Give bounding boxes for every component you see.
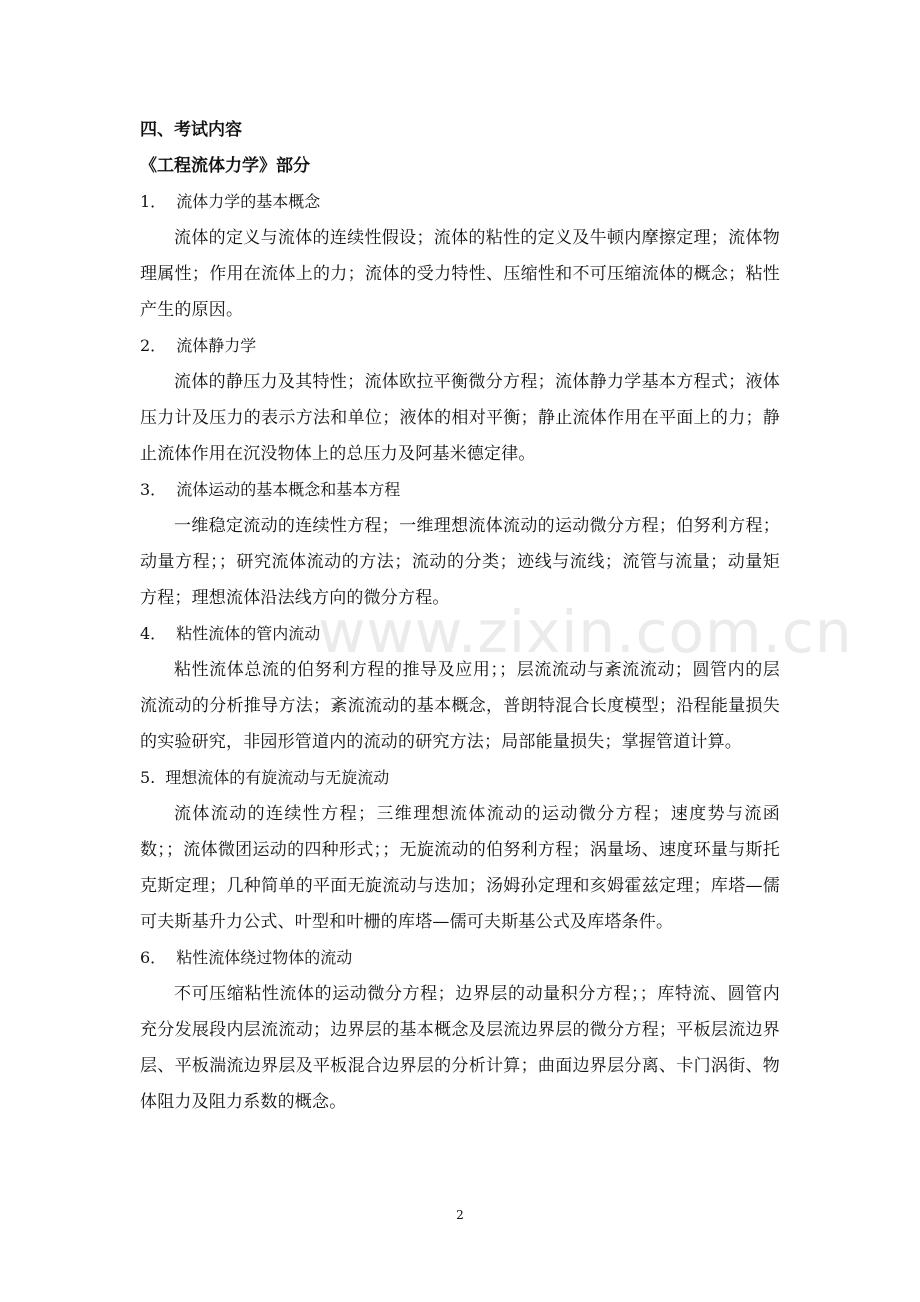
section-title-text: 流体运动的基本概念和基本方程 <box>176 480 401 499</box>
section-body: 一维稳定流动的连续性方程；一维理想流体流动的运动微分方程；伯努利方程；动量方程；；研究流体流动的方法；流动的分类；迹线与流线；流管与流量；动量矩方程；理想流体沿法线方向的微分方程。 <box>140 516 780 608</box>
section-5 <box>140 760 780 940</box>
section-body: 不可压缩粘性流体的运动微分方程；边界层的动量积分方程；；库特流、圆管内充分发展段内层流流动；边界层的基本概念及层流边界层的微分方程；平板层流边界层、平板湍流边界层及平板混合边界层的分析计算；曲面边界层分离、卡门涡街、物体阻力及阻力系数的概念。 <box>140 984 780 1112</box>
section-number: 2． <box>140 336 167 355</box>
section-number: 3． <box>140 480 167 499</box>
section-title-text: 流体静力学 <box>176 336 257 355</box>
section-body: 流体的静压力及其特性；流体欧拉平衡微分方程；流体静力学基本方程式；液体压力计及压力的表示方法和单位；液体的相对平衡；静止流体作用在平面上的力；静止流体作用在沉没物体上的总压力及阿基米德定律。 <box>140 372 780 464</box>
subsection-heading: 《工程流体力学》部分 <box>140 156 310 176</box>
section-body: 流体流动的连续性方程；三维理想流体流动的运动微分方程；速度势与流函数；；流体微团运动的四种形式；；无旋流动的伯努利方程；涡量场、速度环量与斯托克斯定理；几种简单的平面无旋流动与迭加；汤姆孙定理和亥姆霍兹定理；库塔—儒可夫斯基升力公式、叶型和叶栅的库塔—儒可夫斯基公式及库塔条件。 <box>140 804 780 932</box>
section-title-text: 流体力学的基本概念 <box>176 192 321 211</box>
section-title-text: 粘性流体绕过物体的流动 <box>176 948 353 967</box>
section-4 <box>140 616 780 760</box>
section-6 <box>140 940 780 1120</box>
section-1 <box>140 184 780 328</box>
section-body: 流体的定义与流体的连续性假设；流体的粘性的定义及牛顿内摩擦定理；流体物理属性；作用在流体上的力；流体的受力特性、压缩性和不可压缩流体的概念；粘性产生的原因。 <box>140 228 780 320</box>
section-title <box>140 940 780 976</box>
section-number: 5. <box>140 768 156 787</box>
section-number: 1． <box>140 192 167 211</box>
section-body: 粘性流体总流的伯努利方程的推导及应用；；层流流动与紊流流动；圆管内的层流流动的分析推导方法；紊流流动的基本概念，普朗特混合长度模型；沿程能量损失的实验研究，非园形管道内的流动的研究方法；局部能量损失；掌握管道计算。 <box>140 660 780 752</box>
section-number: 6． <box>140 948 167 967</box>
section-title-text: 粘性流体的管内流动 <box>176 624 321 643</box>
section-heading: 四、考试内容 <box>140 120 242 140</box>
section-title <box>140 184 780 220</box>
section-3 <box>140 472 780 616</box>
watermark: www.zixin.com.cn <box>318 598 853 666</box>
section-title <box>140 616 780 652</box>
section-title <box>140 472 780 508</box>
content <box>140 112 780 1120</box>
section-number: 4． <box>140 624 167 643</box>
section-title <box>140 760 780 796</box>
page-number: 2 <box>456 1208 464 1222</box>
section-title-text: 理想流体的有旋流动与无旋流动 <box>165 768 390 787</box>
section-title <box>140 328 780 364</box>
section-2 <box>140 328 780 472</box>
